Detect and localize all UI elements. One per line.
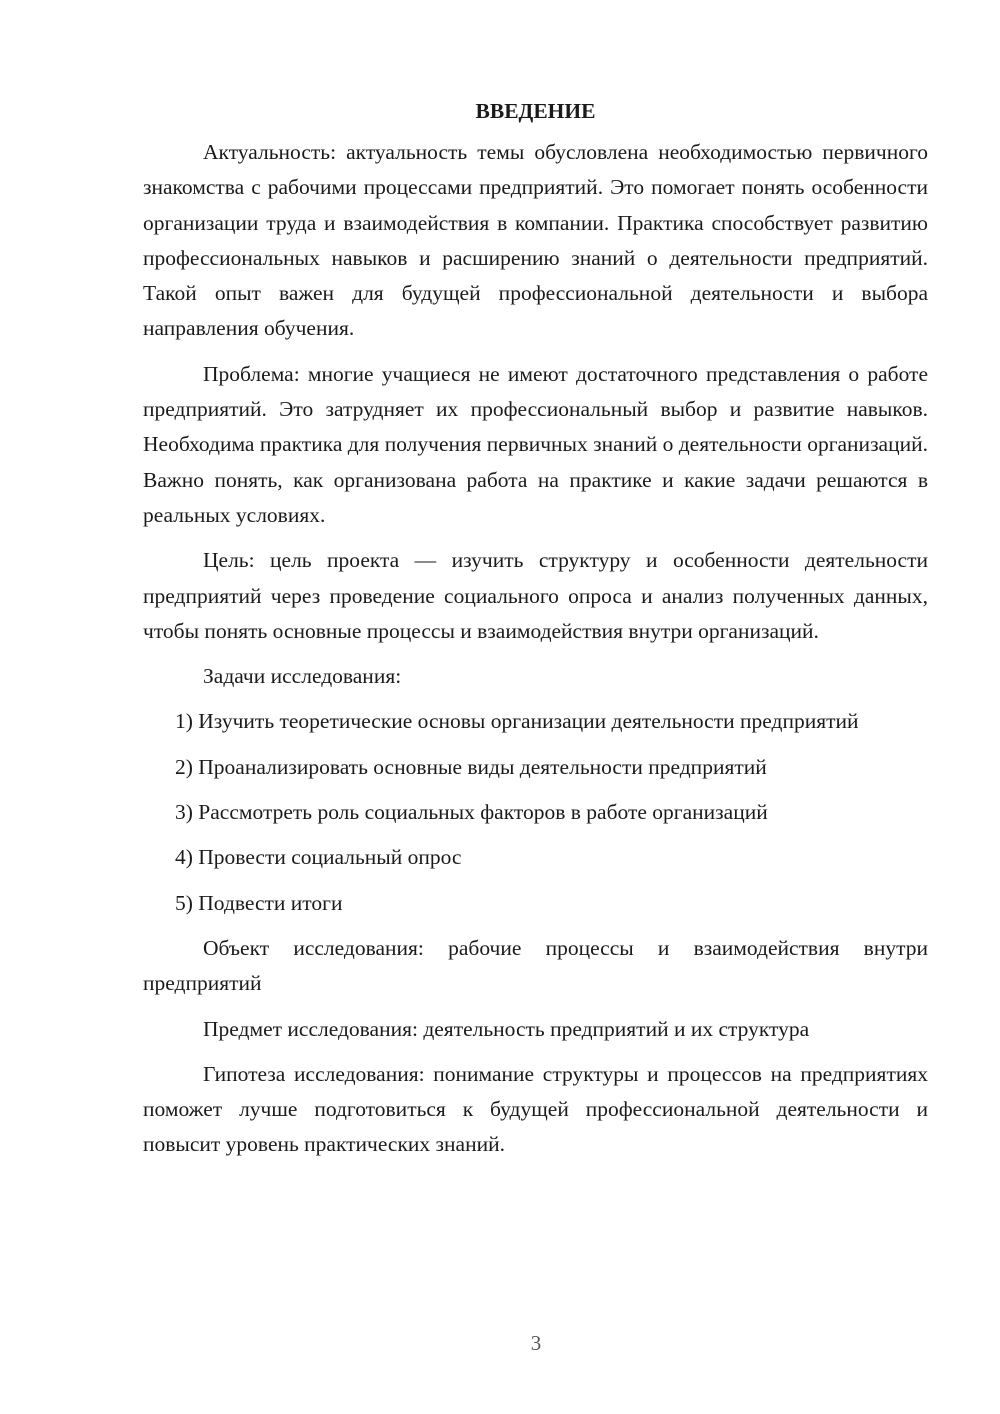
task-item-3: 3) Рассмотреть роль социальных факторов в работе организаций (175, 800, 768, 825)
task-item-2: 2) Проанализировать основные виды деятельности предприятий (175, 754, 767, 779)
task-item-5: 5) Подвести итоги (175, 890, 343, 915)
problem-paragraph: Проблема: многие учащиеся не имеют достаточного представления о работе предприятий. Это затрудняет их профессиональный выбор и развитие навыков. Необходима практика для получения первичных знаний о деятельности организаций. Важно понять, как организована работа на практике и какие задачи решаются в реальных условиях. (143, 361, 928, 527)
page-number: 3 (530, 1331, 542, 1355)
relevance-paragraph: Актуальность: актуальность темы обусловлена необходимостью первичного знакомства с рабочими процессами предприятий. Это помогает понять особенности организации труда и взаимодействия в компании. Практика способствует развитию профессиональных навыков и расширению знаний о деятельности предприятий. Такой опыт важен для будущей профессиональной деятельности и выбора направления обучения. (143, 140, 928, 341)
section-heading: ВВЕДЕНИЕ (475, 99, 596, 123)
subject-paragraph: Предмет исследования: деятельность предприятий и их структура (203, 1016, 810, 1041)
hypothesis-paragraph: Гипотеза исследования: понимание структуры и процессов на предприятиях поможет лучше подготовиться к будущей профессиональной деятельности и повысит уровень практических знаний. (143, 1061, 928, 1157)
task-item-4: 4) Провести социальный опрос (175, 845, 462, 870)
goal-paragraph: Цель: цель проекта — изучить структуру и особенности деятельности предприятий через проведение социального опроса и анализ полученных данных, чтобы понять основные процессы и взаимодействия внутри организаций. (143, 548, 928, 643)
tasks-heading: Задачи исследования: (203, 664, 402, 689)
object-paragraph: Объект исследования: рабочие процессы и взаимодействия внутри предприятий (143, 935, 928, 996)
page-content (143, 94, 928, 1173)
task-item-1: 1) Изучить теоретические основы организации деятельности предприятий (175, 709, 859, 734)
